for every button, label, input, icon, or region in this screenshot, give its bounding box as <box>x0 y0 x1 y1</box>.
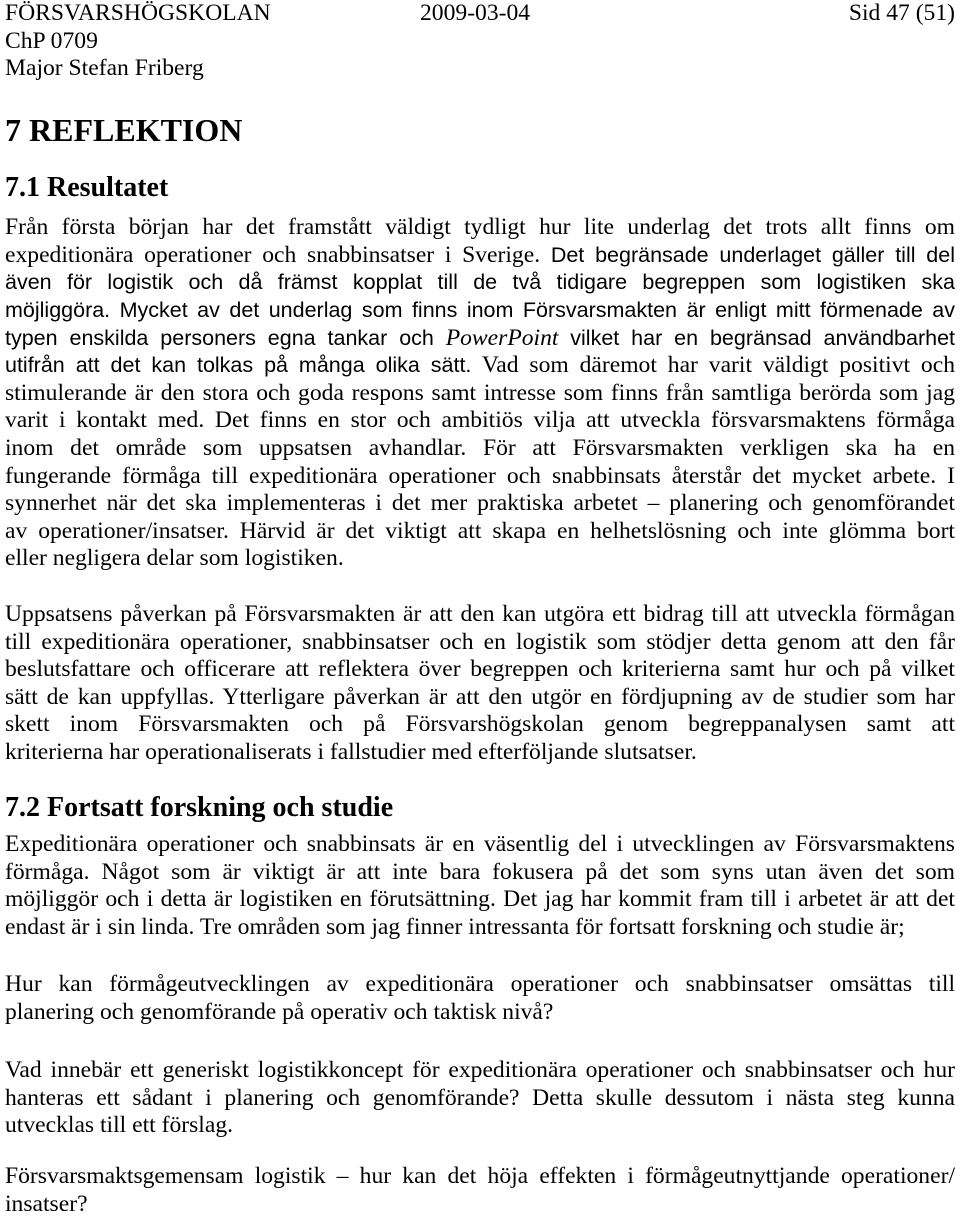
text-line: beslutsfattare och officerare att reflektera över begreppen och kriterierna samt hur och på vilket <box>5 656 955 683</box>
document-date: 2009-03-04 <box>420 0 531 26</box>
section-heading: 7.1 Resultatet <box>5 172 169 203</box>
text-line: Vad innebär ett generiskt logistikkoncept för expeditionära operationer och snabbinsatser och hur <box>5 1057 955 1083</box>
text-line: eller negligera delar som logistiken. <box>5 545 344 572</box>
text-line: möjliggör och i detta är logistiken en förutsättning. Det jag har kommit fram till i arbetet är att det <box>5 886 955 913</box>
text-segment: Vad som däremot har varit väldigt positivt och <box>481 352 955 379</box>
text-line: fungerande förmåga till expeditionära operationer och snabbinsats återstår det mycket arbete. I <box>5 462 955 489</box>
paragraph <box>5 831 955 941</box>
author-name: Major Stefan Friberg <box>5 55 204 82</box>
text-line: möjliggöra. Mycket av det underlag som finns inom Försvarsmakten är enligt mitt förmenade av <box>5 297 955 322</box>
text-segment: Det begränsade underlaget gäller till del <box>550 242 955 267</box>
text-line <box>5 352 955 380</box>
text-line: hanteras ett sådant i planering och genomförande? Detta skulle dessutom i nästa steg kunna <box>5 1084 955 1111</box>
text-segment: utifrån att det kan tolkas på många olika sätt. <box>5 353 472 378</box>
paragraph <box>5 1163 955 1218</box>
text-line: kriterierna har operationaliserats i fallstudier med efterföljande slutsatser. <box>5 738 697 765</box>
text-line: inom det område som uppsatsen avhandlar. För att Försvarsmakten verkligen ska ha en <box>5 434 955 461</box>
page-number: Sid 47 (51) <box>848 0 955 26</box>
italic-term: PowerPoint <box>445 324 559 351</box>
text-line <box>5 325 955 353</box>
text-line: endast är i sin linda. Tre områden som jag finner intressanta för fortsatt forskning och studie är; <box>5 913 905 940</box>
paragraph <box>5 1057 955 1140</box>
text-line: skett inom Försvarsmakten och på Försvarshögskolan genom begreppanalysen samt att <box>5 711 955 738</box>
course-code: ChP 0709 <box>5 27 98 54</box>
text-line: Expeditionära operationer och snabbinsats är en väsentlig del i utvecklingen av Försvarsmaktens <box>5 831 955 857</box>
text-segment: expeditionära operationer och snabbinsatser i Sverige. <box>5 241 541 268</box>
text-segment: vilket har en begränsad användbarhet <box>570 325 955 350</box>
text-line: Uppsatsens påverkan på Försvarsmakten är att den kan utgöra ett bidrag till att utveckla förmågan <box>5 601 955 627</box>
text-line: av operationer/insatser. Härvid är det viktigt att skapa en helhetslösning och inte glömma bort <box>5 517 955 544</box>
text-line: Försvarsmaktsgemensam logistik – hur kan det höja effekten i förmågeutnyttjande operationer/ <box>5 1163 955 1189</box>
institution-name: FÖRSVARSHÖGSKOLAN <box>5 0 271 26</box>
page-header <box>0 0 960 83</box>
text-line: utvecklas till ett förslag. <box>5 1112 234 1139</box>
text-line: till expeditionära operationer, snabbinsatser och en logistik som stödjer detta genom att den får <box>5 628 955 655</box>
text-line: insatser? <box>5 1190 88 1217</box>
text-line: stimulerande är den stora och goda respons samt intresse som finns från samtliga berörda som jag <box>5 379 955 406</box>
paragraph <box>5 601 955 767</box>
paragraph <box>5 971 955 1026</box>
text-line: varit i kontakt med. Det finns en stor och ambitiös vilja att utveckla försvarsmaktens förmåga <box>5 407 955 434</box>
text-line: även för logistik och då främst kopplat till de två tidigare begreppen som logistiken ska <box>5 270 955 295</box>
text-line: sätt de kan uppfyllas. Ytterligare påverkan är att den utgör en fördjupning av de studier som har <box>5 683 955 710</box>
text-line <box>5 242 955 270</box>
text-line: Hur kan förmågeutvecklingen av expeditionära operationer och snabbinsatser omsättas till <box>5 971 955 997</box>
section-heading: 7.2 Fortsatt forskning och studie <box>5 792 394 823</box>
chapter-heading: 7 REFLEKTION <box>5 112 243 148</box>
text-line: synnerhet när det ska implementeras i det mer praktiska arbetet – planering och genomförandet <box>5 490 955 517</box>
text-segment: typen enskilda personers egna tankar och <box>5 325 434 350</box>
paragraph <box>5 214 955 573</box>
text-line: Från första början har det framstått väldigt tydligt hur lite underlag det trots allt finns om <box>5 214 955 241</box>
text-line: förmåga. Något som är viktigt är att inte bara fokusera på det som syns utan även det som <box>5 858 955 885</box>
text-line: planering och genomförande på operativ och taktisk nivå? <box>5 998 554 1025</box>
